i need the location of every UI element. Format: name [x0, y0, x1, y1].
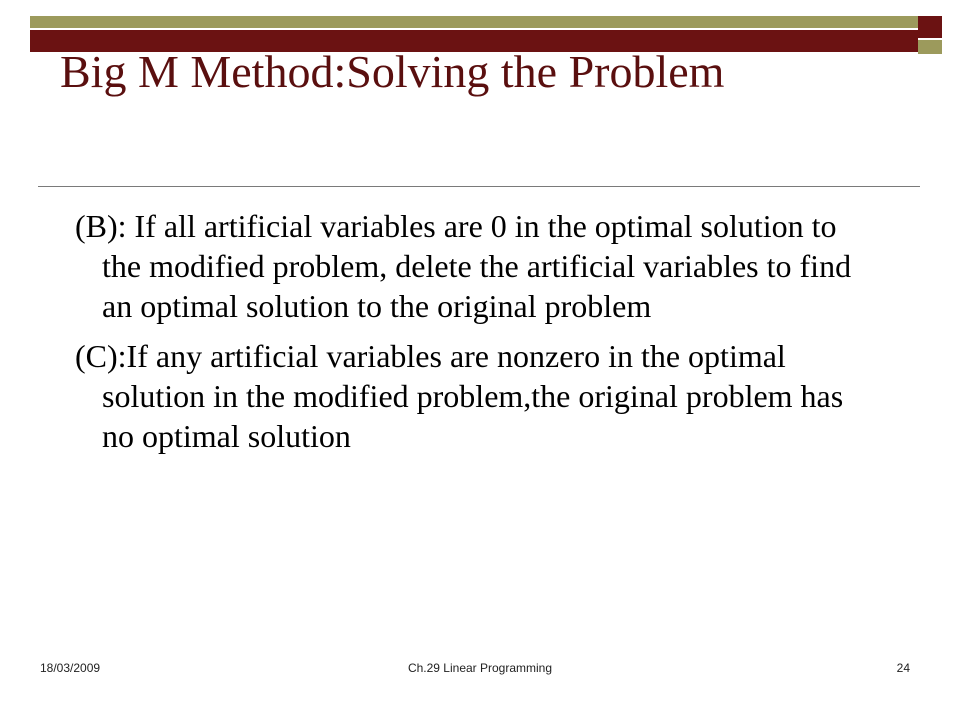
slide-body — [60, 206, 880, 466]
paragraph-b: (B): If all artificial variables are 0 in the optimal solution to the modified problem, delete the artificial variables to find an optimal solution to the original problem — [75, 208, 852, 324]
title-divider — [38, 186, 920, 187]
footer-date: 18/03/2009 — [40, 661, 101, 675]
paragraph-c: (C):If any artificial variables are nonzero in the optimal solution in the modified problem,the original problem has no optimal solution — [75, 338, 844, 454]
corner-square-red — [918, 16, 942, 38]
footer-title: Ch.29 Linear Programming — [407, 661, 553, 675]
slide-title: Big M Method:Solving the Problem — [60, 46, 725, 97]
corner-square-olive — [918, 40, 942, 54]
page-number: 24 — [896, 661, 910, 675]
header-bar-olive — [30, 16, 918, 28]
